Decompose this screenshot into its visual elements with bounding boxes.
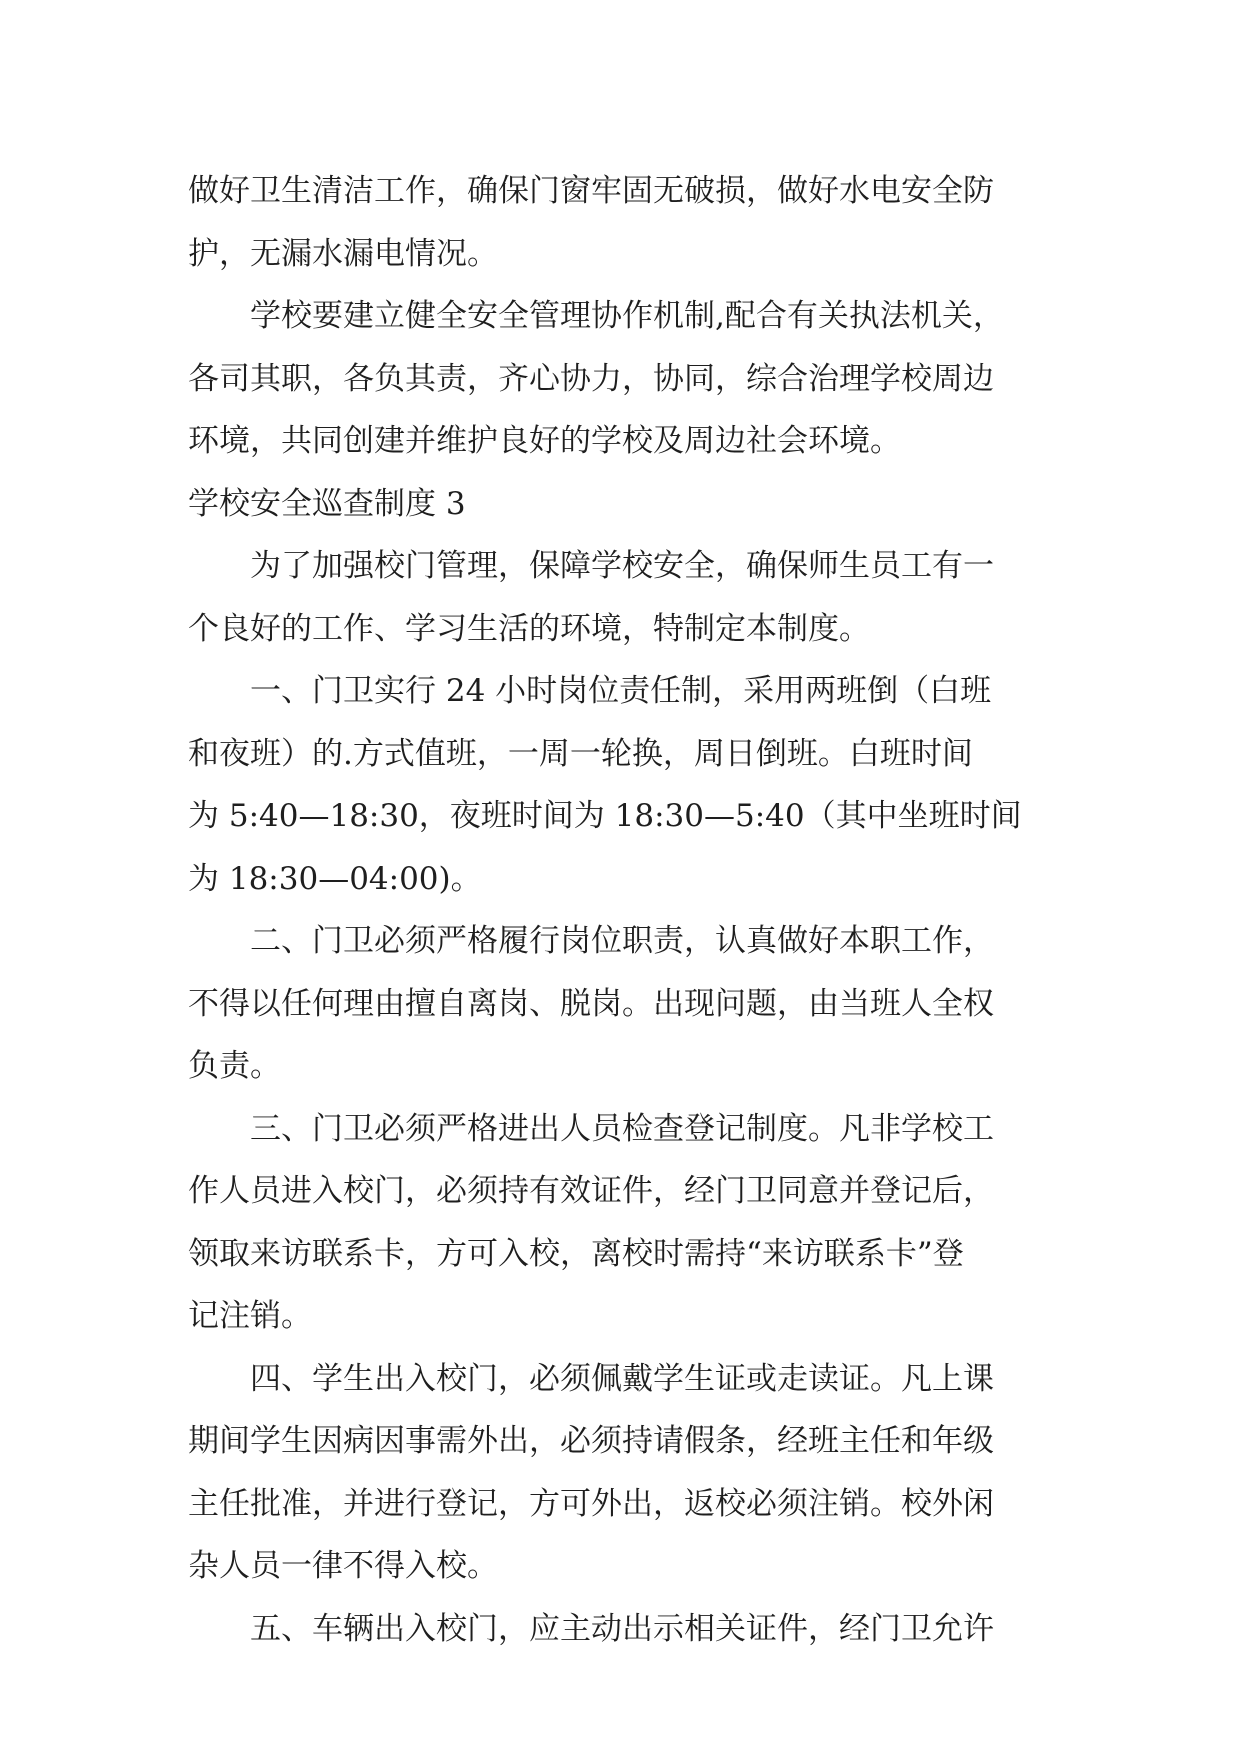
paragraph-item-4: 四、学生出入校门，必须佩戴学生证或走读证。凡上课 期间学生因病因事需外出，必须持请假条，经班主任和年级 主任批准，并进行登记，方可外出，返校必须注销。校外闲 杂人员一律不得入校。 <box>188 1360 994 1584</box>
paragraph-intro: 为了加强校门管理，保障学校安全，确保师生员工有一 个良好的工作、学习生活的环境，特制定本制度。 <box>188 548 994 647</box>
paragraph-item-1: 一、门卫实行 24 小时岗位责任制，采用两班倒（白班 和夜班）的.方式值班，一周一轮换，周日倒班。白班时间 为 5:40—18:30，夜班时间为 18:30—5:40（其中坐班时间 为 18:30—04:00)。 <box>188 673 1022 897</box>
paragraph-hygiene: 做好卫生清洁工作，确保门窗牢固无破损，做好水电安全防 护，无漏水漏电情况。 <box>188 173 994 272</box>
paragraph-item-5: 五、车辆出入校门，应主动出示相关证件，经门卫允许 <box>250 1610 994 1647</box>
paragraph-coordination: 学校要建立健全安全管理协作机制,配合有关执法机关， 各司其职，各负其责，齐心协力，协同，综合治理学校周边 环境，共同创建并维护良好的学校及周边社会环境。 <box>188 298 1004 459</box>
paragraph-item-2: 二、门卫必须严格履行岗位职责，认真做好本职工作， 不得以任何理由擅自离岗、脱岗。出现问题，由当班人全权 负责。 <box>188 923 994 1084</box>
paragraph-item-3: 三、门卫必须严格进出人员检查登记制度。凡非学校工 作人员进入校门，必须持有效证件，经门卫同意并登记后， 领取来访联系卡，方可入校，离校时需持“来访联系卡”登 记注销。 <box>188 1110 994 1334</box>
document-body <box>188 160 1088 1660</box>
section-heading: 学校安全巡查制度 3 <box>188 485 466 522</box>
